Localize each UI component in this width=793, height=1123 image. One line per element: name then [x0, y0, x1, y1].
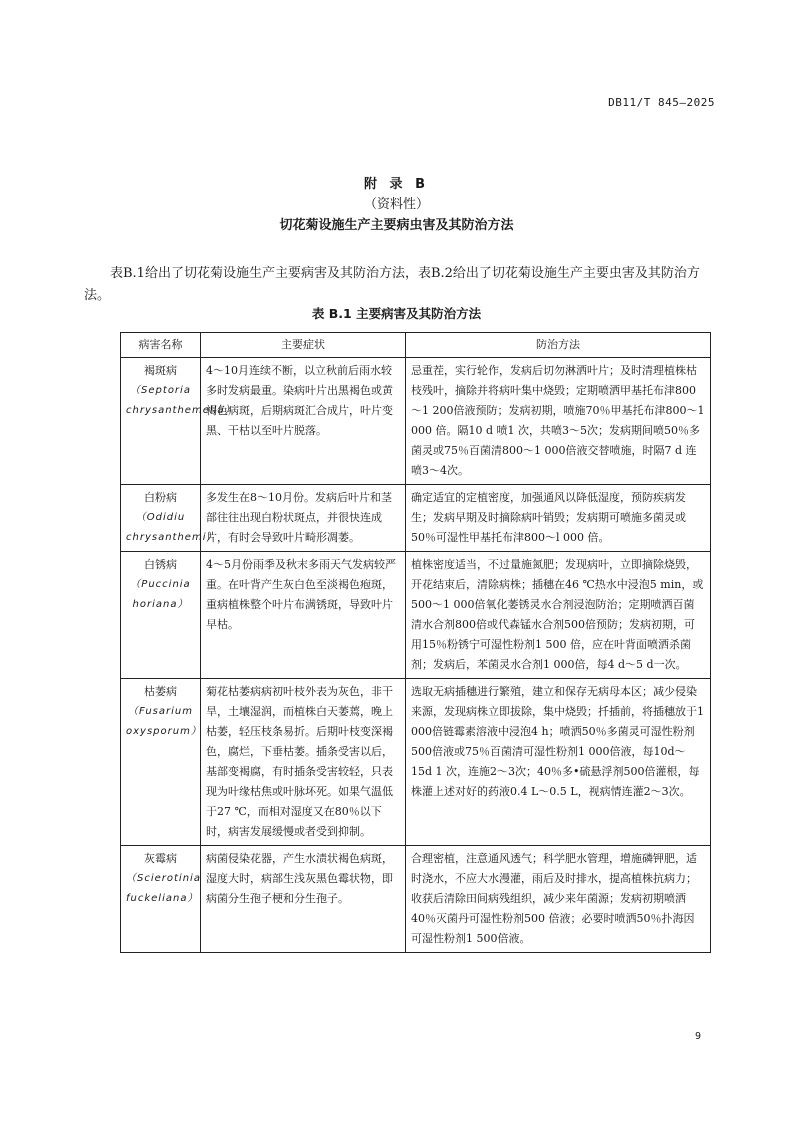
- table-row: [121, 552, 711, 679]
- symptoms-cell: 4～5月份雨季及秋末多雨天气发病较严重。在叶背产生灰白色至淡褐色疱斑，重病植株整个叶片布满锈斑，导致叶片早枯。: [201, 552, 406, 679]
- control-cell: 忌重茬，实行轮作，发病后切勿淋洒叶片；及时清理植株枯枝残叶，摘除并将病叶集中烧毁；定期喷洒甲基托布津800～1 200倍液预防；发病初期，喷施70％甲基托布津800～1 000 倍。隔10 d 喷1 次，共喷3～5次；发病期间喷50％多菌灵或75％百菌清800～1 000倍液交替喷施，时隔7 d 连喷3～4次。: [406, 358, 711, 485]
- disease-name: 枯萎病: [144, 685, 177, 698]
- table-title: 表 B.1 主要病害及其防治方法: [311, 306, 482, 321]
- symptoms-cell: 病菌侵染花器，产生水渍状褐色病斑，湿度大时，病部生浅灰黑色霉状物，即病菌分生孢子梗和分生孢子。: [201, 846, 406, 953]
- disease-name-cell: [121, 358, 236, 485]
- disease-name-cell: [121, 679, 201, 846]
- disease-control-table: [120, 332, 711, 953]
- disease-name: 白粉病: [144, 491, 177, 504]
- disease-latin-name: （Septoria chrysanthemella）: [126, 385, 236, 416]
- appendix-subject: 切花菊设施生产主要病虫害及其防治方法: [279, 218, 514, 233]
- symptoms-cell: 4～10月连续不断，以立秋前后雨水较多时发病最重。染病叶片出黑褐色或黄褐色病斑，后期病斑汇合成片，叶片变黑、干枯以至叶片脱落。: [201, 358, 406, 485]
- appendix-title: 附 录 B: [364, 177, 429, 192]
- standard-number: DB11/T 845—2025: [608, 96, 715, 109]
- appendix-nature: （资料性）: [363, 197, 429, 212]
- page-number: 9: [694, 1031, 701, 1042]
- disease-name-cell: [121, 552, 201, 679]
- disease-name: 白锈病: [144, 558, 177, 571]
- symptoms-cell: 菊花枯萎病病初叶枝外表为灰色，非干旱，土壤湿润，而植株白天萎蔫，晚上枯萎，轻压枝条易折。后期叶枝变深褐色，腐烂，下垂枯萎。插条受害以后，基部变褐腐，有时插条受害较轻，只表现为叶缘枯焦或叶脉坏死。如果气温低于27 ℃，而相对湿度又在80％以下时，病害发展缓慢或者受到抑制。: [201, 679, 406, 846]
- disease-name-cell: [121, 485, 218, 552]
- column-header-control: 防治方法: [406, 333, 711, 358]
- disease-name: 灰霉病: [144, 852, 177, 865]
- table-row: [121, 358, 711, 485]
- intro-paragraph: 表B.1给出了切花菊设施生产主要病害及其防治方法，表B.2给出了切花菊设施生产主要虫害及其防治方法。: [84, 266, 700, 303]
- column-header-disease: 病害名称: [121, 333, 201, 358]
- disease-latin-name: （Puccinia horiana）: [130, 579, 191, 610]
- disease-latin-name: （Scierotinia fuckeliana）: [126, 873, 201, 904]
- control-cell: 合理密植，注意通风透气；科学肥水管理，增施磷钾肥，适时浇水，不应大水漫灌，雨后及时排水，提高植株抗病力；收获后清除田间病残组织，减少来年菌源；发病初期喷洒40％灭菌丹可湿性粉剂500 倍液；必要时喷洒50％扑海因可湿性粉剂1 500倍液。: [406, 846, 711, 953]
- control-cell: 确定适宜的定植密度，加强通风以降低湿度，预防疾病发生；发病早期及时摘除病叶销毁；发病期可喷施多菌灵或50％可湿性甲基托布津800～l 000 倍。: [406, 485, 711, 552]
- disease-latin-name: （Odidiu chrysanthemi）: [126, 512, 218, 543]
- column-header-symptoms: 主要症状: [201, 333, 406, 358]
- disease-latin-name: （Fusarium oxysporum）: [126, 706, 202, 737]
- disease-name-cell: [121, 846, 201, 953]
- control-cell: 选取无病插穗进行繁殖，建立和保存无病母本区；减少侵染来源，发现病株立即拔除，集中烧毁；扦插前，将插穗放于1 000倍链霉素溶液中浸泡4 h；喷洒50％多菌灵可湿性粉剂500倍液或75％百菌清可湿性粉剂1 000倍液，每10d～15d 1 次，连施2～3次；40％多•硫悬浮剂500倍灌根，每株灌上述对好的药液0.4 L～0.5 L，视病情连灌2～3次。: [406, 679, 711, 846]
- symptoms-cell: 多发生在8～10月份。发病后叶片和茎部往往出现白粉状斑点，并很快连成片，有时会导致叶片畸形凋萎。: [201, 485, 406, 552]
- table-row: [121, 679, 711, 846]
- table-row: [121, 485, 711, 552]
- control-cell: 植株密度适当，不过量施氮肥；发现病叶，立即摘除烧毁，开花结束后，清除病株；插穗在46 ℃热水中浸泡5 min，或500～1 000倍氧化萎锈灵水合剂浸泡防治；定期喷洒百菌清水合剂800倍或代森锰水合剂500倍预防；发病初期，可用15％粉锈宁可湿性粉剂1 500 倍，应在叶背面喷洒杀菌剂；发病后，苯菌灵水合剂1 000倍，每4 d～5 d一次。: [406, 552, 711, 679]
- disease-name: 褐斑病: [144, 364, 177, 377]
- table-header-row: [121, 333, 711, 358]
- table-row: [121, 846, 711, 953]
